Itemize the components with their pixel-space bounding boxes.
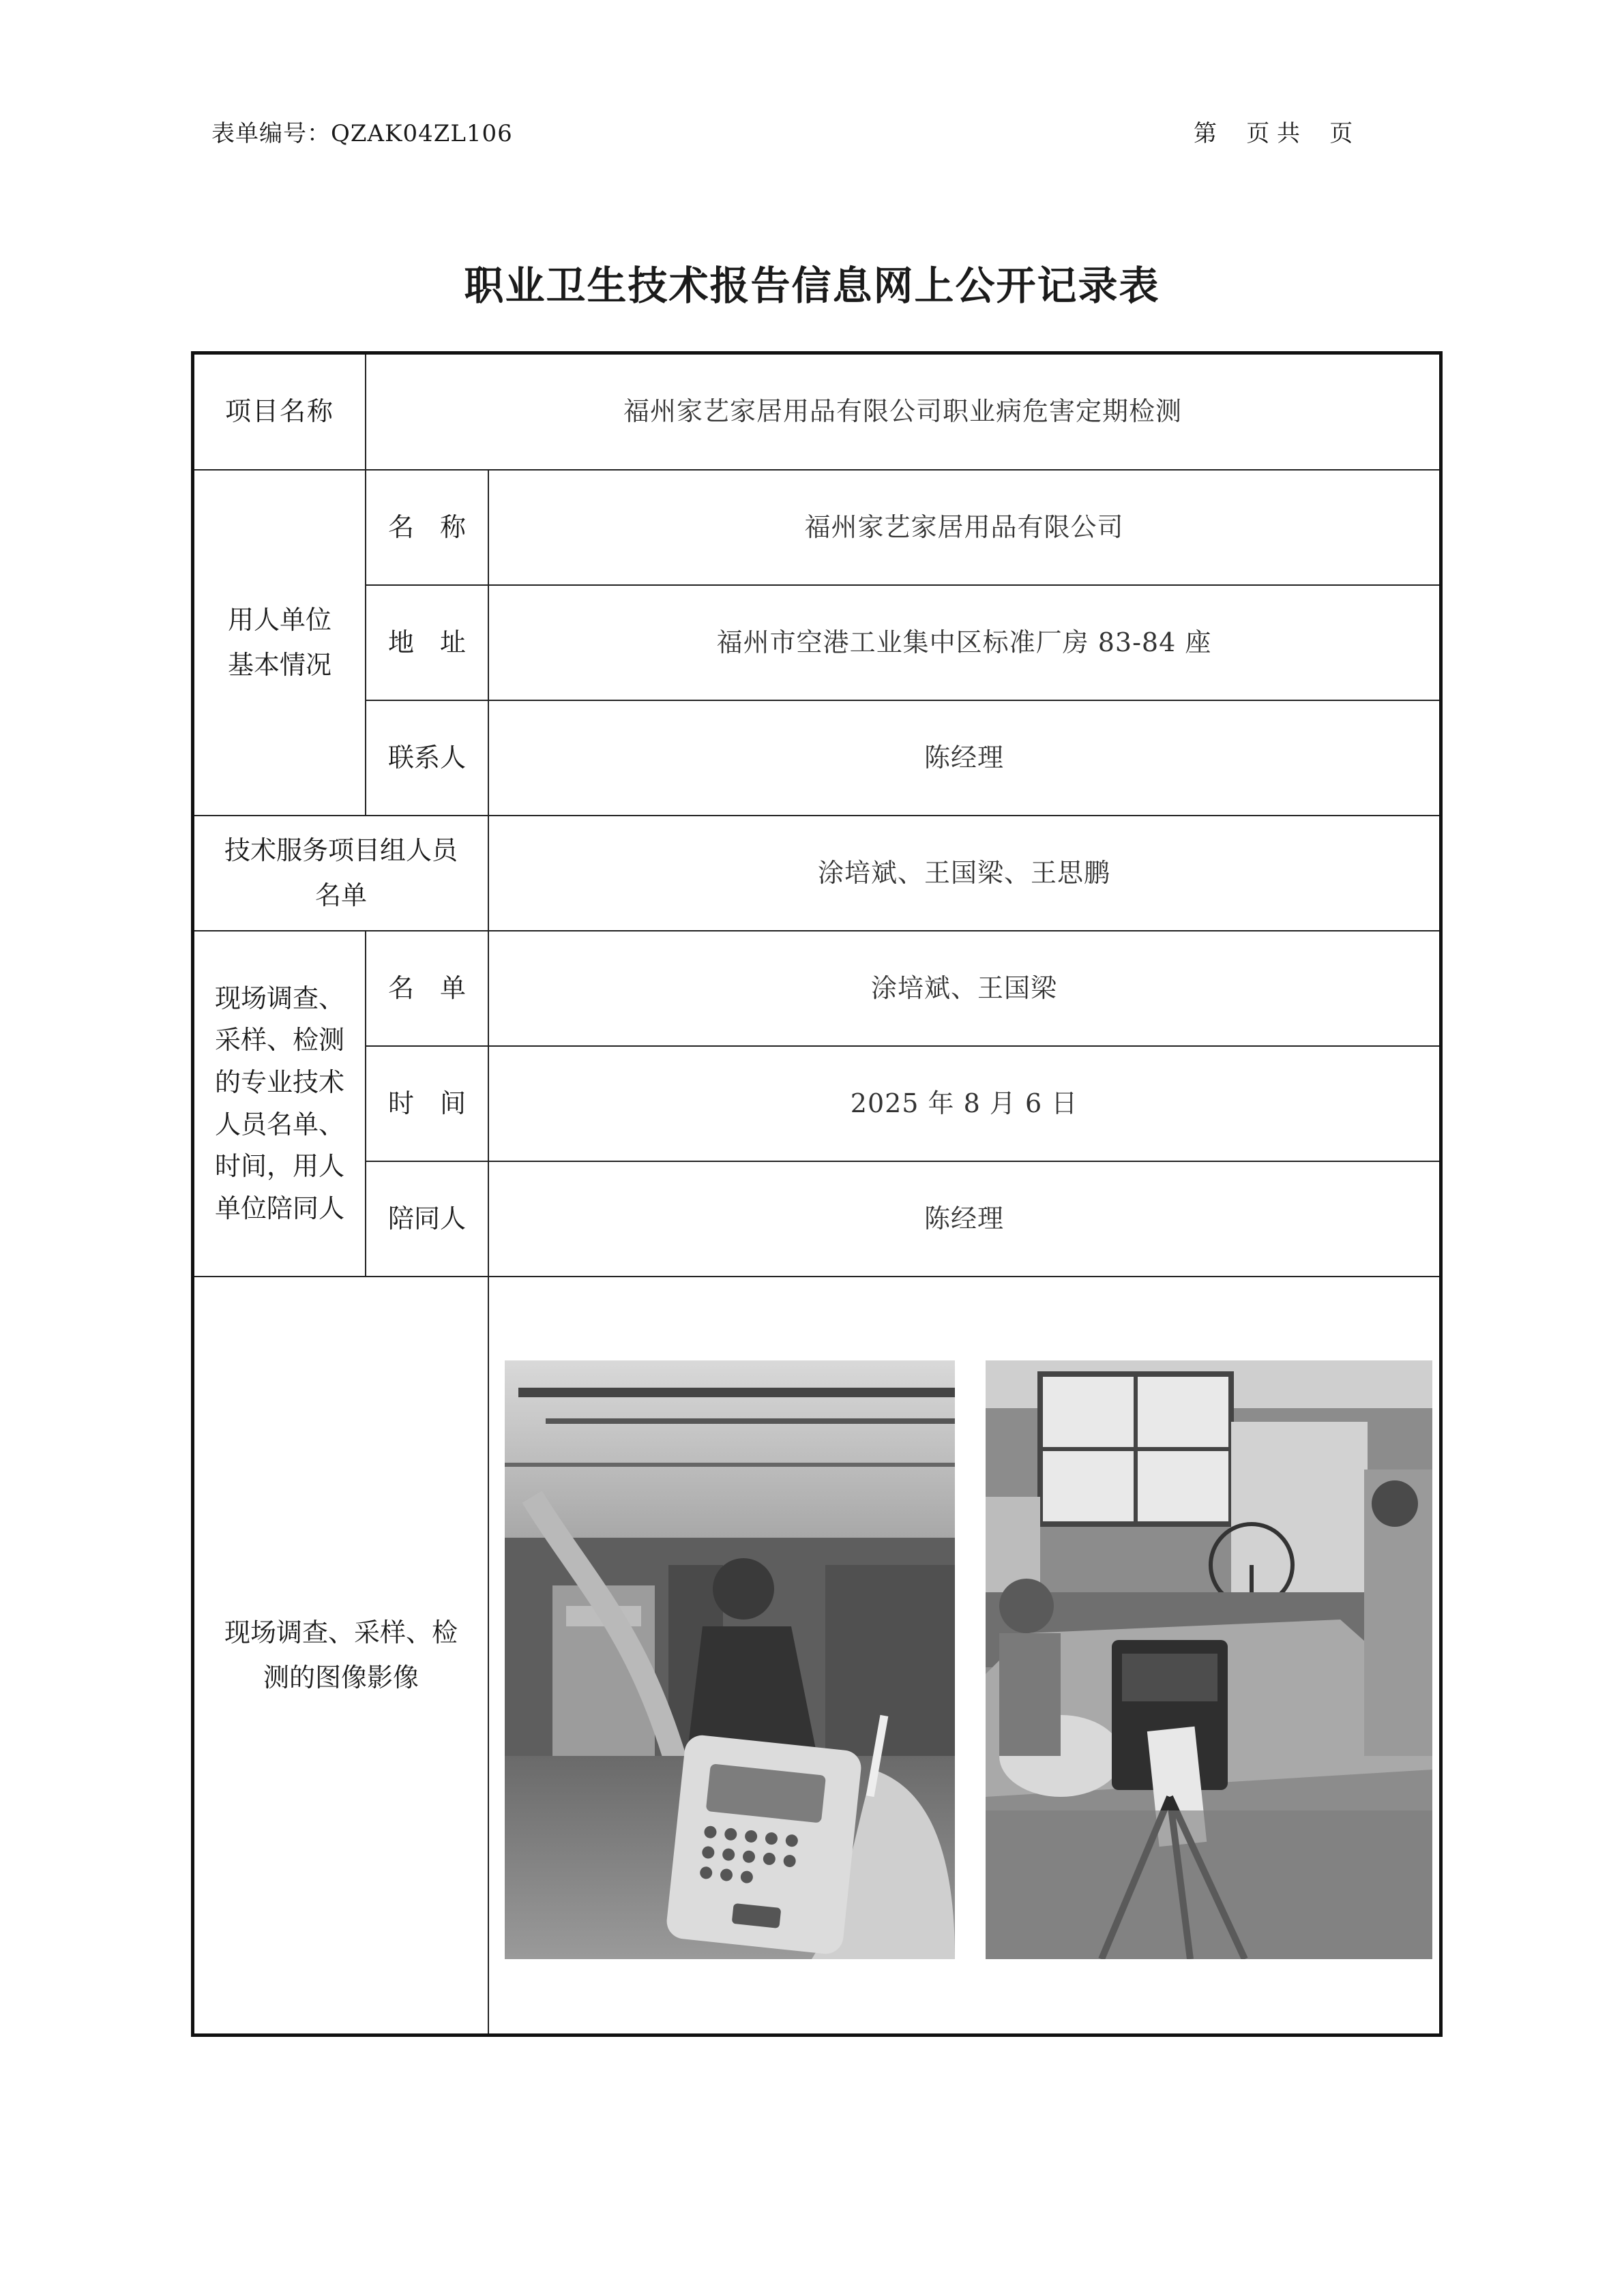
survey-names-value: 涂培斌、王国梁 (870, 972, 1057, 1003)
employer-info-label: 用人单位 基本情况 (227, 605, 331, 680)
page-title: 职业卫生技术报告信息网上公开记录表 (464, 263, 1160, 309)
team-value: 涂培斌、王国梁、王思鹏 (817, 857, 1110, 888)
record-table (191, 351, 1443, 2037)
page-info: 第 页 共 页 (1194, 120, 1353, 147)
dust-sampling-photo (986, 1360, 1432, 1959)
survey-escort-label: 陪同人 (387, 1203, 466, 1234)
employer-contact-value: 陈经理 (924, 742, 1004, 773)
employer-address-value: 福州市空港工业集中区标准厂房 83-84 座 (716, 627, 1212, 657)
images-label: 现场调查、采样、检 测的图像影像 (224, 1617, 458, 1693)
project-name-label: 项目名称 (224, 396, 334, 427)
form-number: 表单编号：QZAK04ZL106 (211, 120, 513, 147)
project-name-value: 福州家艺家居用品有限公司职业病危害定期检测 (623, 396, 1182, 427)
survey-names-label: 名 单 (387, 972, 466, 1003)
noise-measurement-photo-image (505, 1360, 955, 1959)
survey-info-label: 现场调查、 采样、检测 的专业技术 人员名单、 时间，用人 单位陪同人 (214, 983, 344, 1223)
survey-escort-value: 陈经理 (924, 1203, 1004, 1234)
team-label: 技术服务项目组人员 名单 (224, 835, 458, 910)
dust-sampling-photo-image (986, 1360, 1432, 1959)
noise-measurement-photo (505, 1360, 955, 1959)
employer-name-value: 福州家艺家居用品有限公司 (804, 511, 1124, 542)
employer-contact-label: 联系人 (387, 742, 466, 773)
employer-name-label: 名 称 (387, 511, 466, 542)
employer-address-label: 地 址 (387, 627, 466, 657)
survey-time-label: 时 间 (387, 1088, 466, 1118)
survey-time-value: 2025 年 8 月 6 日 (850, 1088, 1078, 1118)
